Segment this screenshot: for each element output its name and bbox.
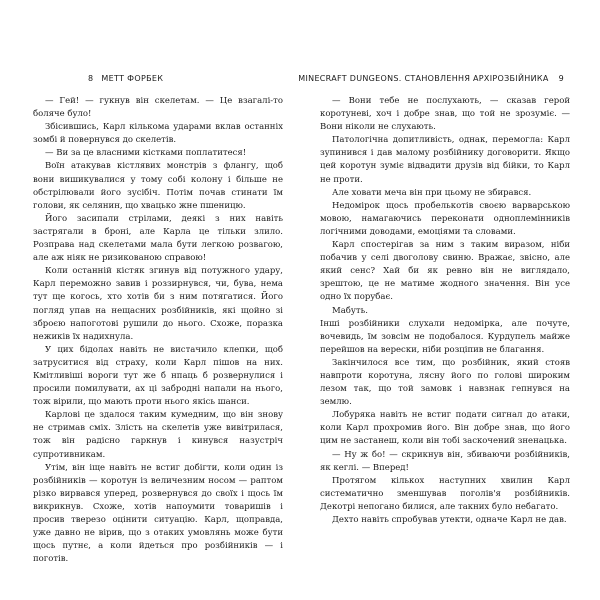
paragraph: — Вони тебе не послухають, — сказав герой коротуневі, хоч і добре знав, що той не зрозуміє. — Вони ніколи не слухають. [320,96,570,133]
left-running-head [33,74,283,86]
paragraph: Карлові це здалося таким кумедним, що він знову не стримав сміх. Злість на скелетів уже вивітрилася, тож він радісно гаркнув і кинувся назустріч супротивникам. [33,410,283,460]
right-running-head [298,74,570,86]
left-running-title: МЕТТ ФОРБЕК [101,74,164,83]
paragraph: Дехто навіть спробував утекти, одначе Карл не дав. [332,515,567,525]
paragraph: Патологічна допитливість, однак, перемогла: Карл зупинився і дав малому розбійнику договорити. Якщо цей коротун зуміє відвадити друзів від бійки, то Карл не проти. [320,135,570,185]
paragraph: Коли останній кістяк згинув від потужного удару, Карл переможно завив і роззирнувся, чи, бува, нема тут ще когось, хто хотів би з ним потягатися. Його погляд упав на нещасних розбійників, які щойно зі зброєю напоготові рушили до нього. Схоже, поразка нежиків їх надихнула. [33,266,283,342]
paragraph: Протягом кількох наступних хвилин Карл систематично зменшував поголів'я розбійників. Декотрі непогано билися, але такних було небагато. [320,475,570,512]
paragraph: Але ховати меча він при цьому не збирався. [332,187,532,198]
right-page-number: 9 [558,74,564,83]
paragraph: Недомірок щось пробелькотів своєю варварською мовою, намагаючись переконати одноплемінників логічними доводами, емоціями та словами. [320,200,570,237]
paragraph: У цих бідолах навіть не вистачило клепки, щоб затруситися від страху, коли Карл пішов на них. Кмітливіші вороги тут же б нпаць б розвернулися і просили помилувати, ах ці забродні напали на нього, тож вірили, що мають проти нього якісь шанси. [33,344,283,408]
paragraph: — Гей! — гукнув він скелетам. — Це взагалі-то боляче було! [33,96,283,120]
paragraph: Збісившись, Карл кількома ударами вклав останніх зомбі й повернувся до скелетів. [33,122,283,146]
paragraph: Лобуряка навіть не встиг подати сигнал до атаки, коли Карл прохромив його. Він добре знав, що його цим не застанеш, коли він тобі заскочений зненацька. [320,410,570,447]
paragraph: — Ви за це власними кістками поплатитеся! [45,148,247,159]
right-page [298,74,570,527]
paragraph: — Ну ж бо! — скрикнув він, збиваючи розбійників, як кеглі. — Вперед! [320,449,570,473]
paragraph: Карл спостерігав за ним з таким виразом, ніби побачив у селі двоголову свиню. Вражає, звісно, але який сенс? Хай би як ревно він не виглядало, зрештою, це не матиме жодного значення. Він усе одно їх порубає. [320,240,570,303]
paragraph: Інші розбійники слухали недомірка, але почуте, вочевидь, їм зовсім не подобалося. Курдупель майже перейшов на верески, ніби розціпив не благання. [320,318,570,355]
left-page-number: 8 [88,74,94,83]
paragraph: Воїн атакував кістлявих монстрів з флангу, щоб вони вишикувалися у тому собі колону і більше не обстрілювали його зусібіч. Потім почав стинати їм голови, як селянин, що хвацько жне пшеницю. [33,161,283,211]
left-page-body [33,95,283,566]
right-page-body [320,95,570,527]
paragraph: Закінчилося все тим, що розбійник, який стояв навпроти коротуна, лясну його по голові широким лезом так, що той замовк і навзнак гепнувся на землю. [320,357,570,408]
left-page [33,74,283,566]
paragraph: Утім, він іще навіть не встиг добігти, коли один із розбійників — коротун із величезним носом — раптом різко вирвався уперед, розвернувся до своїх і щось їм викрикнув. Схоже, хотів напоумити товаришів і просив тверезо оцінити ситуацію. Карл, щоправда, уже давно не вірив, що з отаких умовлянь може бути щось путнє, а коли йдеться про розбійників — і поготів. [33,462,283,565]
right-running-title: MINECRAFT DUNGEONS. СТАНОВЛЕННЯ АРХІРОЗБІЙНИКА [298,74,549,83]
paragraph: Мабуть. [332,305,368,316]
paragraph: Його засипали стрілами, деякі з них навіть застрягали в броні, але Карла це тільки злило. Розправа над скелетами мала бути легкою розвагою, але аж ніяк не ризикованою справою! [33,213,283,264]
